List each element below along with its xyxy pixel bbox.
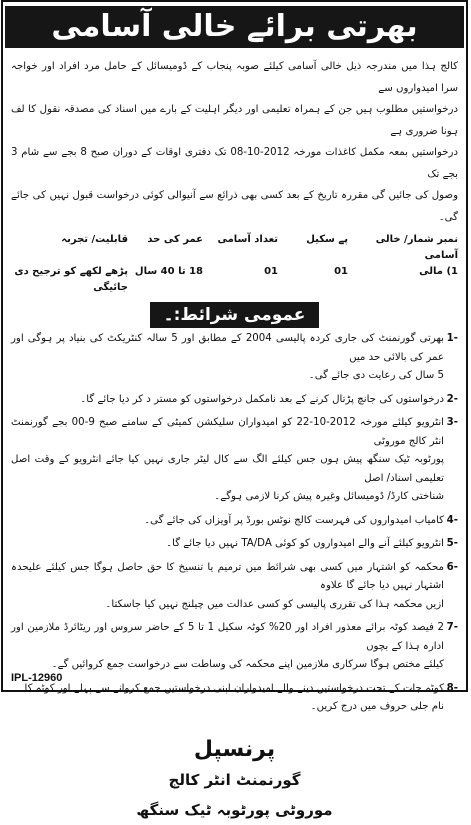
term-line: کامیاب امیدواروں کی فہرست کالج نوٹس بورڈ پر آویزاں کی جائے گی۔ <box>144 514 444 526</box>
signature-block <box>11 735 458 825</box>
college-location: موروٹی پورٹوبہ ٹیک سنگھ <box>136 800 333 819</box>
header-cell: قابلیت/ تجربہ <box>61 234 128 245</box>
list-item <box>11 330 458 386</box>
intro-line: درخواستیں مطلوب ہیں جن کے ہمراہ تعلیمی اور دیگر اہلیت کے بارے میں اسناد کی مصدقہ نقول کا لف ہونا ضروری ہے <box>11 104 458 137</box>
list-item <box>11 619 458 675</box>
term-line: کیلئے مختص ہوگا سرکاری ملازمین اپنے محکمہ کی وساطت سے درخواست جمع کروائیں گے۔ <box>51 659 444 670</box>
vacancy-table-header <box>11 232 458 264</box>
term-number: -1 <box>446 333 458 344</box>
signatory-title: پرنسپل <box>193 736 276 762</box>
header-cell: تعداد آسامی <box>217 234 278 245</box>
term-number: -5 <box>446 538 458 549</box>
table-cell: 01 <box>264 266 278 277</box>
term-number: -6 <box>446 561 458 573</box>
header-cell: نمبر شمار/ خالی آسامی <box>375 234 458 261</box>
term-line: 2 فیصد کوٹہ برائے معذور افراد اور 20% کوٹہ سکیل 1 تا 5 کے حاضر سروس اور ریٹائرڈ ملازمین اور ادارہ ہذا کے بچوں <box>11 622 444 652</box>
list-item <box>11 535 458 554</box>
term-line: کوٹہ جات کے تحت درخواستیں دینے والے امیدواران اپنی درخواستیں جمع کروانے سے پہلے اور کوٹہ کا <box>24 682 444 694</box>
header-cell: عمر کی حد <box>147 234 203 245</box>
college-name: گورنمنٹ انٹر کالج <box>168 770 301 789</box>
advertisement <box>1 0 468 819</box>
term-line: درخواستوں کی جانچ پڑتال کرنے کے بعد نامکمل درخواستوں کو مستر د کر دیا جائے گا۔ <box>80 393 444 405</box>
intro-paragraph <box>11 56 458 228</box>
term-line: بھرتی گورنمنٹ کی جاری کردہ پالیسی 2004 کے مطابق اور 5 سالہ کنٹریکٹ کی بنیاد پر ہوگی اور عمر کی بالائی حد میں <box>11 333 444 363</box>
vacancy-table <box>11 232 458 296</box>
list-item <box>11 559 458 615</box>
terms-heading-label: عمومی شرائط:۔ <box>150 302 320 328</box>
ad-title: بھرتی برائے خالی آسامی <box>51 9 418 44</box>
table-cell: 1) مالی <box>419 266 458 277</box>
title-banner <box>5 6 464 48</box>
header-cell: پے سکیل <box>306 234 348 245</box>
term-number: -8 <box>446 682 458 694</box>
term-number: -3 <box>446 417 458 428</box>
list-item <box>11 391 458 410</box>
intro-line: کالج ہذا میں مندرجہ ذیل خالی آسامی کیلئے صوبہ پنجاب کے ڈومیسائل کے حامل مرد افراد اور خواجہ سرا امیدواروں سے <box>11 61 458 94</box>
table-row <box>11 264 458 296</box>
table-cell: پڑھے لکھے کو ترجیح دی جائیگی <box>14 266 128 293</box>
reference-number: IPL-12960 <box>11 672 63 684</box>
intro-line: درخواستیں بمعہ مکمل کاغذات مورخہ 2012-10-08 تک دفتری اوقات کے دوران صبح 8 بجے سے شام 3 بجے تک <box>11 147 459 180</box>
term-line: پورٹوبہ ٹیک سنگھ پیش ہوں جس کیلئے الگ سے کال لیٹر جاری نہیں کیا جائے انٹرویو کے وقت اصل تعلیمی اسناد/ اصل <box>11 454 444 484</box>
list-item <box>11 680 458 717</box>
table-cell: 01 <box>334 266 348 277</box>
term-line: محکمہ کو اشتہار میں کسی بھی شرائط میں ترمیم یا تنسیخ کا حق حاصل ہوگا جس کیلئے علیحدہ اشتہار نہیں دیا جائے گا علاوہ <box>11 561 444 591</box>
term-line: انٹرویو کیلئے مورخہ 2012-10-22 کو امیدواران سلیکشن کمیٹی کے سامنے صبح 9-00 بجے گورنمنٹ انٹر کالج موروٹی <box>11 417 444 447</box>
term-line: انٹرویو کیلئے آنے والے امیدواروں کو کوئی TA/DA نہیں دیا جائے گا۔ <box>166 538 444 549</box>
list-item <box>11 414 458 507</box>
term-number: -2 <box>446 393 458 405</box>
terms-heading <box>11 302 458 328</box>
term-line: 5 سال کی رعایت دی جائے گی۔ <box>308 370 444 381</box>
term-line: ازیں محکمہ ہذا کی تقرری پالیسی کو کسی عدالت میں چیلنج نہیں کیا جاسکتا۔ <box>105 598 444 610</box>
term-line: نام جلی حروف میں درج کریں۔ <box>310 701 444 712</box>
intro-line: وصول کی جائیں گی مقررہ تاریخ کے بعد کسی بھی ذرائع سے آنیوالی کوئی درخواست قبول نہیں کی جائے گی۔ <box>11 190 458 223</box>
term-number: -7 <box>446 622 458 633</box>
term-number: -4 <box>446 514 458 526</box>
list-item <box>11 512 458 531</box>
terms-list <box>11 330 458 717</box>
table-cell: 18 تا 40 سال <box>134 266 203 277</box>
term-line: شناختی کارڈ/ ڈومیسائل وغیرہ پیش کرنا لازمی ہوگے۔ <box>214 491 444 502</box>
